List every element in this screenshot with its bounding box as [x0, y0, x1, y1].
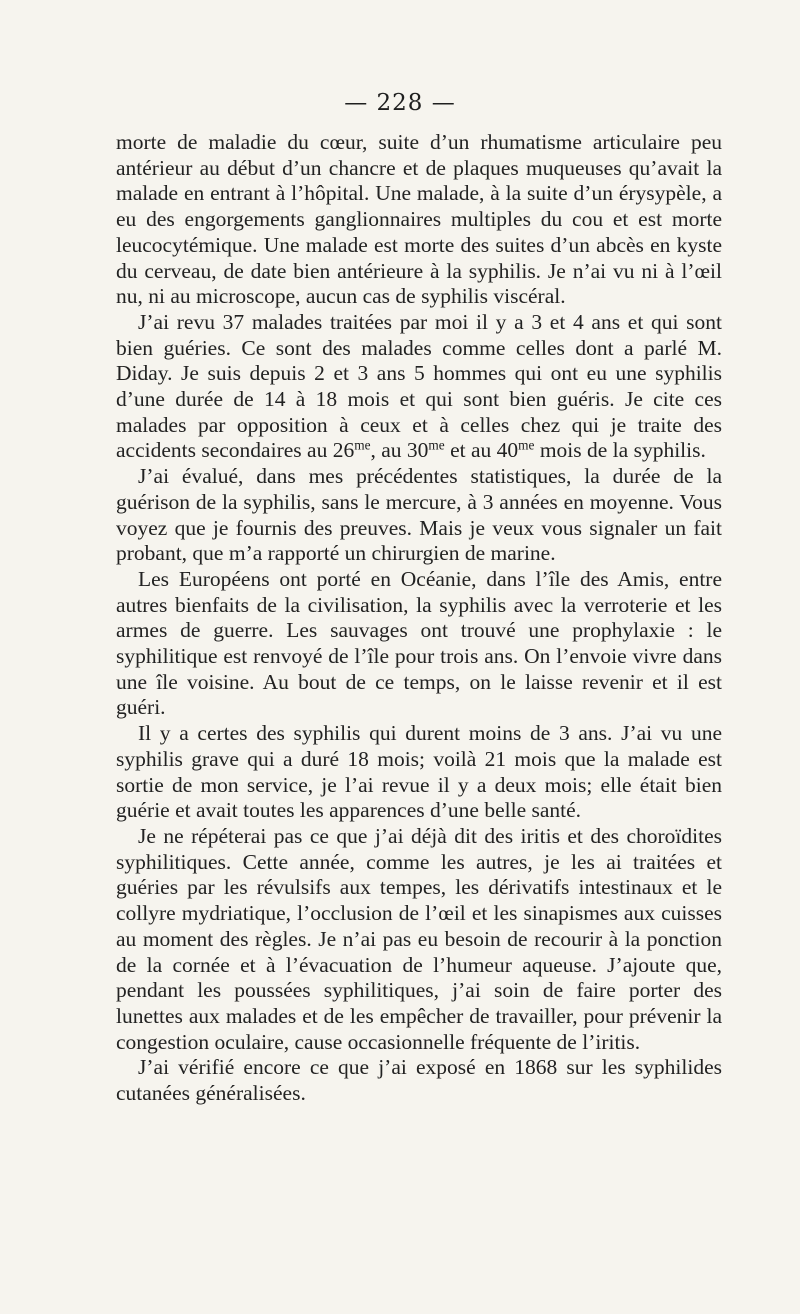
- paragraph-text: et au 40: [444, 438, 519, 463]
- paragraph: [116, 1055, 722, 1106]
- paragraph: [116, 464, 722, 567]
- paragraph: [116, 824, 722, 1055]
- body-text: [116, 130, 722, 1107]
- paragraph: [116, 130, 722, 310]
- paragraph: [116, 310, 722, 464]
- paragraph-text: Il y a certes des syphilis qui durent moins de 3 ans. J’ai vu une syphilis grave qui a duré 18 mois; voilà 21 mois que la malade est sortie de mon service, je l’ai revue il y a deux mois; elle était bien guérie et avait toutes les apparences d’une belle santé.: [116, 721, 722, 823]
- page-number: — 228 —: [344, 90, 456, 116]
- paragraph-text: Les Européens ont porté en Océanie, dans l’île des Amis, entre autres bienfaits de la civilisation, la syphilis avec la verroterie et les armes de guerre. Les sauvages ont trouvé une prophylaxie : le syphilitique est renvoyé de l’île pour trois ans. On l’envoie vivre dans une île voisine. Au bout de ce temps, on le laisse revenir et il est guéri.: [116, 566, 722, 720]
- paragraph-text: J’ai revu 37 malades traitées par moi il y a 3 et 4 ans et qui sont bien guéries. Ce sont des malades comme celles dont a parlé M. Diday. Je suis depuis 2 et 3 ans 5 hommes qui ont eu une syphilis d’une durée de 14 à 18 mois et qui sont bien guéris. Je cite ces malades par opposition à ceux et à celles chez qui je traite des accidents secondaires au 26: [116, 309, 722, 463]
- ordinal-superscript: me: [354, 438, 371, 454]
- ordinal-superscript: me: [518, 438, 535, 454]
- paragraph-text: mois de la syphilis.: [534, 438, 706, 463]
- ordinal-superscript: me: [428, 438, 445, 454]
- paragraph: [116, 721, 722, 824]
- paragraph-text: J’ai évalué, dans mes précédentes statistiques, la durée de la guérison de la syphilis, sans le mercure, à 3 années en moyenne. Vous voyez que je fournis des preuves. Mais je veux vous signaler un fait probant, que m’a rapporté un chirurgien de marine.: [116, 464, 722, 566]
- paragraph-text: Je ne répéterai pas ce que j’ai déjà dit des iritis et des choroïdites syphilitiques. Cette année, comme les autres, je les ai traitées et guéries par les révulsifs aux tempes, les dérivatifs intestinaux et le collyre mydriatique, l’occlusion de l’œil et les sinapismes aux cuisses au moment des règles. Je n’ai pas eu besoin de recourir à la ponction de la cornée et à l’évacuation de l’humeur aqueuse. J’ajoute que, pendant les poussées syphilitiques, j’ai soin de faire porter des lunettes aux malades et de les empêcher de travailler, pour prévenir la congestion oculaire, cause occasionnelle fréquente de l’iritis.: [116, 823, 722, 1054]
- paragraph: [116, 567, 722, 721]
- paragraph-text: morte de maladie du cœur, suite d’un rhumatisme articulaire peu antérieur au début d’un chancre et de plaques muqueuses qu’avait la malade en entrant à l’hôpital. Une malade, à la suite d’un érysypèle, a eu des engorgements ganglionnaires multiples du cou et est morte leucocytémique. Une malade est morte des suites d’un abcès en kyste du cerveau, de date bien antérieure à la syphilis. Je n’ai vu ni à l’œil nu, ni au microscope, aucun cas de syphilis viscéral.: [116, 130, 722, 309]
- paragraph-text: J’ai vérifié encore ce que j’ai exposé en 1868 sur les syphilides cutanées généralisées.: [116, 1055, 722, 1106]
- paragraph-text: , au 30: [370, 438, 429, 463]
